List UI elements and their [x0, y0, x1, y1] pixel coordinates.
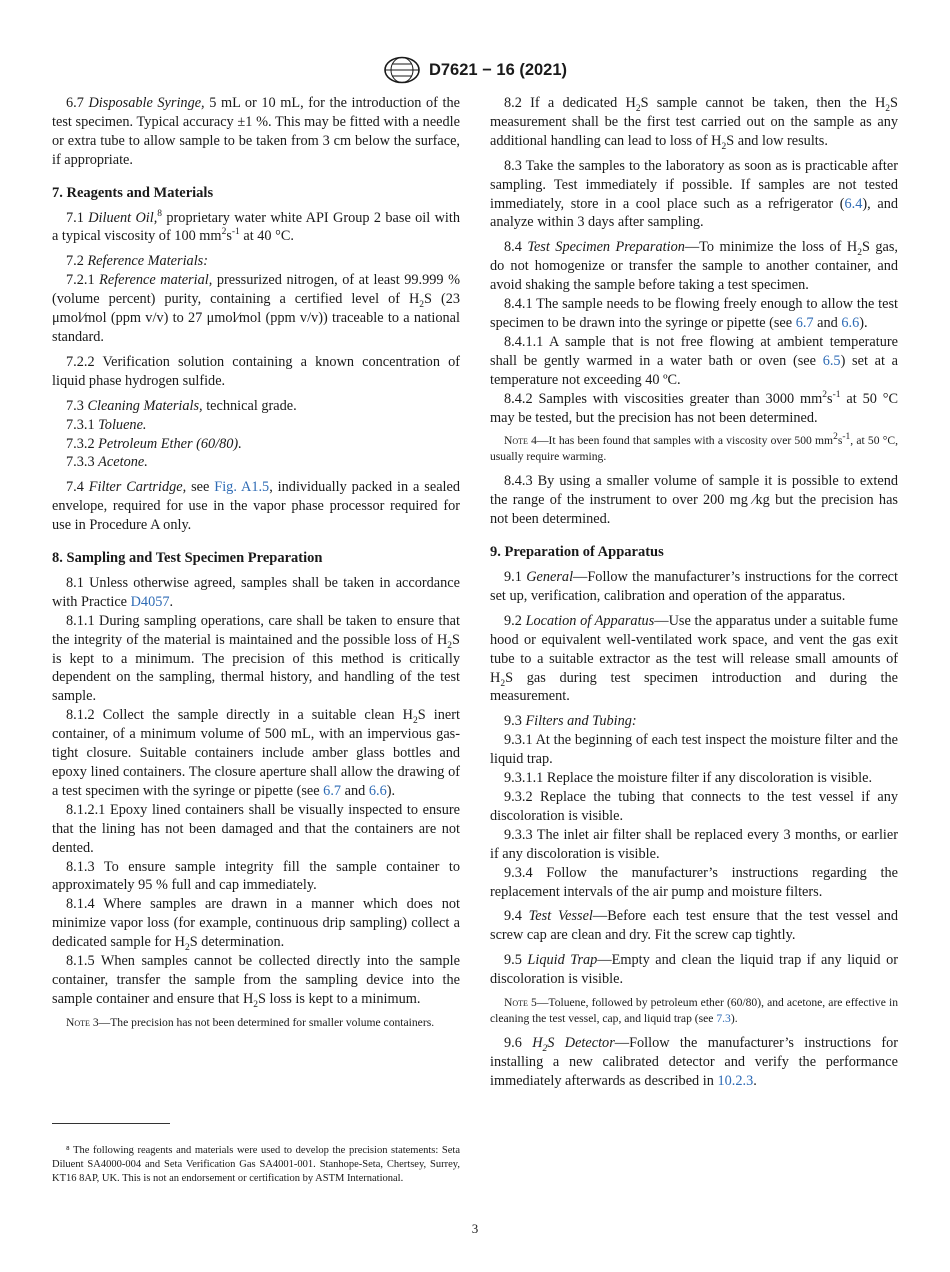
section-8-1-4: 8.1.4 Where samples are drawn in a manner which does not minimize vapor loss (for example, continuous drip sampling) collect a dedicated sample for $H_2S$ determination. — [52, 896, 460, 954]
note-3: Note 3—The precision has not been determined for smaller volume containers. — [66, 1015, 435, 1029]
section-7-4: 7.4 Filter Cartridge, see Fig. A1.5, individually packed in a sealed envelope, required for use in the vapor phase processor required for use in Procedure A only. — [52, 479, 461, 534]
link-6-6[interactable]: 6.6 — [368, 782, 387, 799]
link-6-6-b[interactable]: 6.6 — [841, 314, 860, 331]
section-7-3-2: 7.3.2 Petroleum Ether (60/80). — [66, 435, 242, 452]
section-9-4: 9.4 Test Vessel—Before each test ensure that the test vessel and screw cap are clean and dry. Fit the screw cap tightly. — [490, 908, 898, 944]
note-4: Note 4—It has been found that samples with a viscosity over 500 $mm^2s^{-1}$, at 50 °C, usually require warming. — [490, 432, 899, 463]
section-8-4-2: 8.4.2 Samples with viscosities greater than 3000 $mm^2s^{-1}$ at 50 °C may be tested, but the precision has not been determined. — [490, 389, 898, 426]
link-fig-a1-5[interactable]: Fig. A1.5 — [214, 479, 270, 496]
link-10-2-3[interactable]: 10.2.3 — [717, 1072, 754, 1089]
section-8-1-1: 8.1.1 During sampling operations, care shall be taken to ensure that the integrity of the material is maintained and the possible loss of $H_2S$ is kept to a minimum. The precision of this method is critically dependent on the sampling, thermal history, and handling of the test sample. — [52, 612, 460, 705]
section-8-1-2: 8.1.2 Collect the sample directly in a suitable clean $H_2S$ inert container, of a minimum volume of 500 mL, with an impervious gas-tight closure. Suitable containers include amber glass bottles and epoxy lined containers. The closure aperture shall allow the drawing of a test specimen with the syringe or pipette (see 6.7 and 6.6). — [52, 707, 460, 799]
section-6-7: 6.7 Disposable Syringe, 5 mL or 10 mL, for the introduction of the test specimen. Typical accuracy ±1 %. This may be fitted with a needle or extra tube to allow sample to be taken from 3 cm below the surface, if appropriate. — [52, 95, 460, 168]
section-7-2-2: 7.2.2 Verification solution containing a known concentration of liquid phase hydrogen sulfide. — [52, 353, 460, 389]
section-8-3: 8.3 Take the samples to the laboratory as soon as is practicable after sampling. Test immediately if possible. If samples are not tested immediately, store in a cool place such as a refrigerator (6.4), and analyze within 3 days after sampling. — [490, 157, 898, 231]
section-9-3-2: 9.3.2 Replace the tubing that connects to the test vessel if any discoloration is visible. — [490, 789, 898, 824]
link-6-7-b[interactable]: 6.7 — [795, 314, 814, 331]
right-column — [490, 94, 898, 1097]
section-8-1-2-1: 8.1.2.1 Epoxy lined containers shall be visually inspected to ensure that the lining has not been damaged and that the containers are not dented. — [52, 801, 460, 856]
section-9-3-1-1: 9.3.1.1 Replace the moisture filter if any discoloration is visible. — [504, 770, 873, 787]
section-7-heading: 7. Reagents and Materials — [52, 184, 214, 201]
section-7-2: 7.2 Reference Materials: — [66, 253, 208, 270]
section-9-2: 9.2 Location of Apparatus—Use the apparatus under a suitable fume hood or equivalent well-ventilated work space, and vent the gas exit tube to a suitable extractor as the test will release small amounts of $H_2S$ gas during test specimen introduction and during the measurement. — [490, 612, 898, 705]
link-6-5[interactable]: 6.5 — [822, 352, 841, 369]
section-7-1: 7.1 Diluent Oil,$^8$ proprietary water white API Group 2 base oil with a typical viscosity of 100 $mm^2s^{-1}$ at 40 °C. — [52, 208, 460, 245]
link-6-7[interactable]: 6.7 — [323, 782, 342, 799]
section-9-3-3: 9.3.3 The inlet air filter shall be replaced every 3 months, or earlier if any discoloration is visible. — [490, 826, 898, 862]
section-8-4-1: 8.4.1 The sample needs to be flowing freely enough to allow the test specimen to be drawn into the syringe or pipette (see 6.7 and 6.6). — [490, 296, 898, 331]
section-7-3-3: 7.3.3 Acetone. — [66, 454, 148, 471]
section-9-3-1: 9.3.1 At the beginning of each test inspect the moisture filter and the liquid trap. — [490, 732, 898, 768]
section-9-5: 9.5 Liquid Trap—Empty and clean the liquid trap if any liquid or discoloration is visible. — [490, 952, 898, 988]
section-9-3: 9.3 Filters and Tubing: — [504, 713, 637, 730]
section-8-1-5: 8.1.5 When samples cannot be collected directly into the sample container, transfer the sample from the sampling device into the sample container and ensure that $H_2S$ loss is kept to a minimum. — [52, 953, 460, 1010]
section-8-4: 8.4 Test Specimen Preparation—To minimize the loss of $H_2S$ gas, do not homogenize or transfer the sample to another container, and avoid shaking the sample before taking a test specimen. — [490, 239, 898, 294]
section-8-4-3: 8.4.3 By using a smaller volume of sample it is possible to extend the range of the instrument to over 200 mg ⁄kg but the precision has not been determined. — [490, 473, 898, 528]
page-header — [0, 56, 950, 84]
section-9-heading: 9. Preparation of Apparatus — [490, 544, 664, 561]
link-7-3[interactable]: 7.3 — [716, 1011, 731, 1025]
section-8-1-3: 8.1.3 To ensure sample integrity fill the sample container to approximately 95 % full and cap immediately. — [52, 858, 460, 894]
astm-logo-icon — [383, 56, 421, 84]
footnote-8: ⁸ The following reagents and materials were used to develop the precision statements: Seta Diluent SA4000-004 and Seta Verification Gas SA4001-001. Stanhope-Seta, Chertsey, Surrey, KT16 8AP, UK. This is not an endorsement or certification by ASTM International. — [52, 1144, 460, 1185]
left-column — [52, 94, 460, 1038]
section-9-1: 9.1 General—Follow the manufacturer’s instructions for the correct set up, verification, calibration and operation of the apparatus. — [490, 569, 898, 604]
section-9-3-4: 9.3.4 Follow the manufacturer’s instructions regarding the replacement intervals of the air pump and moisture filters. — [490, 864, 898, 900]
standard-designation: D7621 − 16 (2021) — [428, 60, 568, 79]
section-7-2-1: 7.2.1 Reference material, pressurized nitrogen, of at least 99.999 % (volume percent) purity, containing a certified level of $H_2S$ (23 μmol⁄mol (ppm v/v) to 27 μmol⁄mol (ppm v/v)) traceable to a national standard. — [52, 272, 460, 345]
section-9-6: 9.6 $H_2S$ Detector—Follow the manufacturer’s instructions for installing a new calibrated detector and verify the performance immediately afterwards as described in 10.2.3. — [490, 1035, 899, 1089]
page-number: 3 — [471, 1221, 479, 1236]
section-8-4-1-1: 8.4.1.1 A sample that is not free flowing at ambient temperature shall be gently warmed in a water bath or oven (see 6.5) set at a temperature not exceeding 40 ºC. — [490, 333, 899, 388]
section-8-heading: 8. Sampling and Test Specimen Preparation — [52, 550, 323, 567]
section-7-3: 7.3 Cleaning Materials, technical grade. — [66, 397, 297, 414]
section-7-3-1: 7.3.1 Toluene. — [66, 416, 147, 433]
link-6-4[interactable]: 6.4 — [844, 195, 863, 212]
footnote-divider — [52, 1123, 170, 1124]
section-8-2: 8.2 If a dedicated $H_2S$ sample cannot be taken, then the $H_2S$ measurement shall be the first test carried out on the sample as any additional handling can lead to loss of $H_2S$ and low results. — [490, 95, 898, 152]
section-8-1: 8.1 Unless otherwise agreed, samples shall be taken in accordance with Practice D4057. — [52, 574, 460, 610]
link-d4057[interactable]: D4057 — [130, 593, 170, 610]
note-5: Note 5—Toluene, followed by petroleum ether (60/80), and acetone, are effective in cleaning the test vessel, cap, and liquid trap (see 7.3). — [490, 996, 898, 1025]
